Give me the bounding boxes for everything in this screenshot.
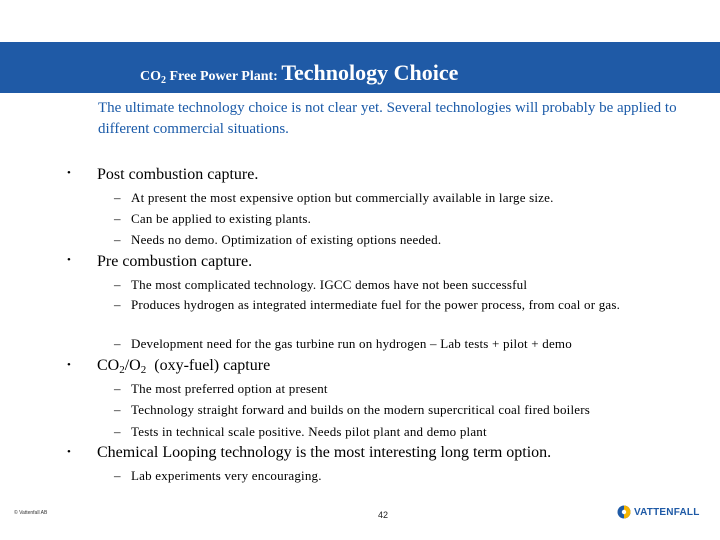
intro-text: The ultimate technology choice is not clear yet. Several technologies will probably be applied to different commercial situations.: [98, 100, 677, 137]
bullet-1-item-2: – Can be applied to existing plants.: [114, 211, 312, 226]
bullet-4-heading: Chemical Looping technology is the most interesting long term option.: [97, 444, 552, 461]
bullet-2-item-1: – The most complicated technology. IGCC demos have not been successful: [114, 277, 528, 292]
bullet-3-heading: $CO_2/O_2$ (oxy-fuel) capture: [97, 357, 271, 376]
bullet-2-heading: Pre combustion capture.: [97, 253, 253, 270]
bullet-dot: •: [67, 359, 71, 371]
bullet-2-item-3: – Development need for the gas turbine run on hydrogen – Lab tests + pilot + demo: [114, 336, 572, 351]
bullet-dot: •: [67, 446, 71, 458]
bullet-1-item-1: – At present the most expensive option but commercially available in large size.: [114, 190, 554, 205]
page-number: 42: [378, 510, 389, 520]
title-sub: 2: [161, 75, 166, 86]
bullet-3-item-3: – Tests in technical scale positive. Needs pilot plant and demo plant: [114, 424, 487, 439]
slide-title: [140, 60, 458, 86]
title-rest: Free Power Plant:: [166, 69, 282, 84]
bullet-dot: •: [67, 254, 71, 266]
bullet-4-item-1: – Lab experiments very encouraging.: [114, 468, 322, 483]
vattenfall-logo: [617, 505, 700, 519]
bullet-dot: •: [67, 167, 71, 179]
vattenfall-logo-icon: [617, 505, 631, 519]
logo-text: VATTENFALL: [634, 506, 700, 518]
title-co: CO: [140, 69, 161, 84]
bullet-3-item-2: – Technology straight forward and builds on the modern supercritical coal fired boilers: [114, 402, 591, 417]
bullet-1-heading: Post combustion capture.: [97, 166, 259, 183]
bullet-1-item-3: – Needs no demo. Optimization of existing options needed.: [114, 232, 442, 247]
copyright-text: © Vattenfall AB: [14, 510, 48, 516]
title-main: Technology Choice: [281, 60, 459, 85]
bullet-3-item-1: – The most preferred option at present: [114, 381, 328, 396]
bullet-2-item-2: – Produces hydrogen as integrated intermediate fuel for the power process, from coal or gas.: [114, 297, 621, 312]
